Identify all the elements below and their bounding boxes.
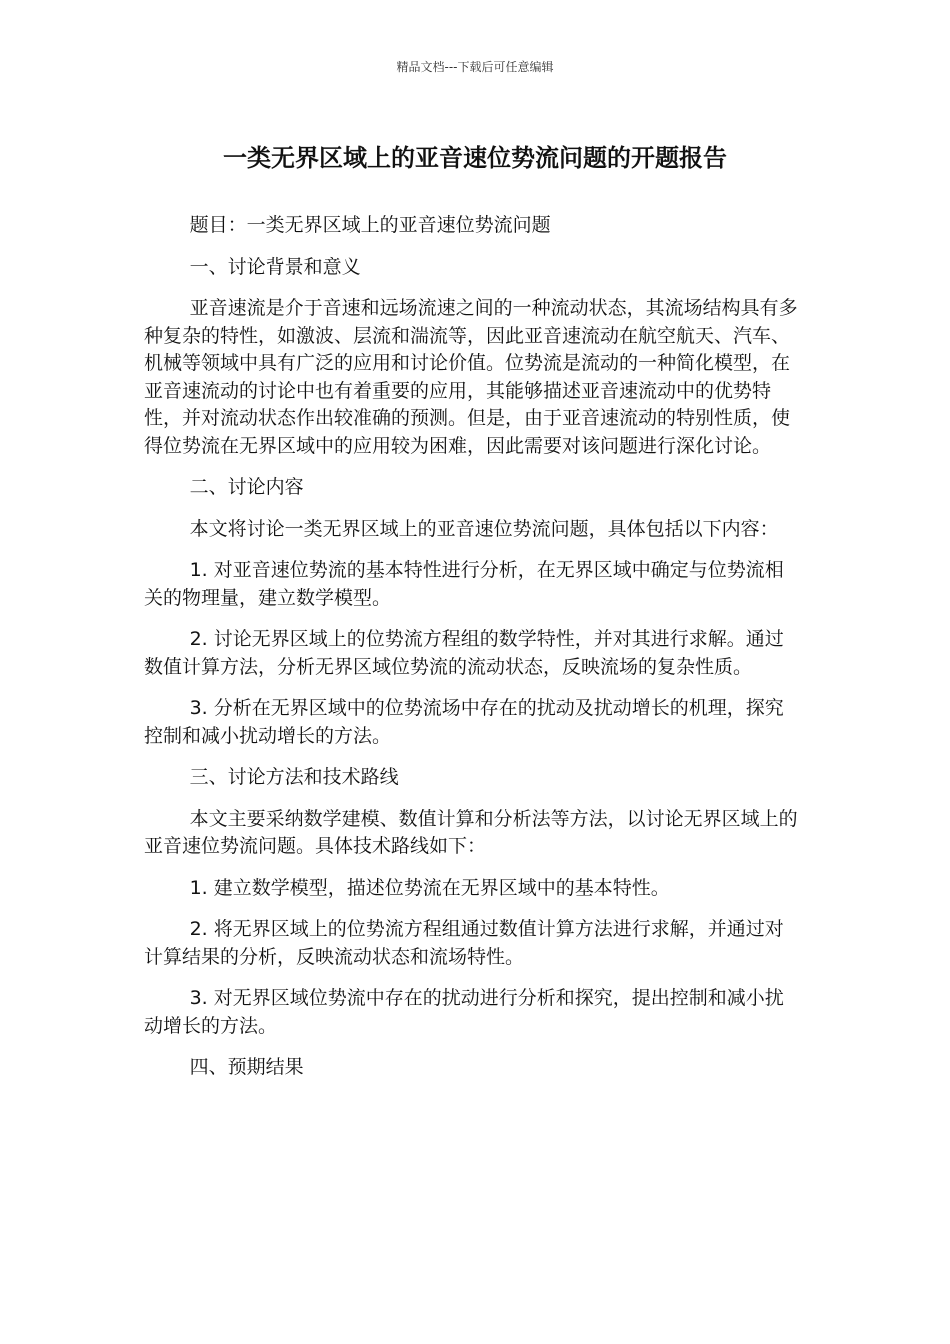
content-item-3: 3. 分析在无界区域中的位势流场中存在的扰动及扰动增长的机理，探究控制和减小扰动增长的方法。 [144,697,784,747]
topic-line: 题目：一类无界区域上的亚音速位势流问题 [189,214,551,236]
document-title: 一类无界区域上的亚音速位势流问题的开题报告 [223,144,727,172]
header-note: 精品文档---下载后可任意编辑 [396,60,554,74]
section-heading-background: 一、讨论背景和意义 [189,255,361,278]
method-item-1: 1. 建立数学模型，描述位势流在无界区域中的基本特性。 [189,876,670,899]
content-item-2: 2. 讨论无界区域上的位势流方程组的数学特性，并对其进行求解。通过数值计算方法，分析无界区域位势流的流动状态，反映流场的复杂性质。 [144,628,784,678]
section-heading-expected-results: 四、预期结果 [189,1056,304,1078]
method-item-3: 3. 对无界区域位势流中存在的扰动进行分析和探究，提出控制和减小扰动增长的方法。 [144,987,784,1037]
background-paragraph: 亚音速流是介于音速和远场流速之间的一种流动状态，其流场结构具有多种复杂的特性，如激波、层流和湍流等，因此亚音速流动在航空航天、汽车、机械等领域中具有广泛的应用和讨论价值。位势流是流动的一种简化模型，在亚音速流动的讨论中也有着重要的应用，其能够描述亚音速流动中的优势特性，并对流动状态作出较准确的预测。但是，由于亚音速流动的特别性质，使得位势流在无界区域中的应用较为困难，因此需要对该问题进行深化讨论。 [144,297,798,457]
section-heading-method: 三、讨论方法和技术路线 [189,766,399,788]
method-item-2: 2. 将无界区域上的位势流方程组通过数值计算方法进行求解，并通过对计算结果的分析，反映流动状态和流场特性。 [144,918,784,968]
section-heading-content: 二、讨论内容 [189,476,304,498]
method-intro-paragraph: 本文主要采纳数学建模、数值计算和分析法等方法，以讨论无界区域上的亚音速位势流问题。具体技术路线如下： [144,807,798,857]
content-intro-paragraph: 本文将讨论一类无界区域上的亚音速位势流问题，具体包括以下内容： [189,517,779,540]
document-body [144,212,800,1096]
content-item-1: 1. 对亚音速位势流的基本特性进行分析，在无界区域中确定与位势流相关的物理量，建立数学模型。 [144,559,784,609]
